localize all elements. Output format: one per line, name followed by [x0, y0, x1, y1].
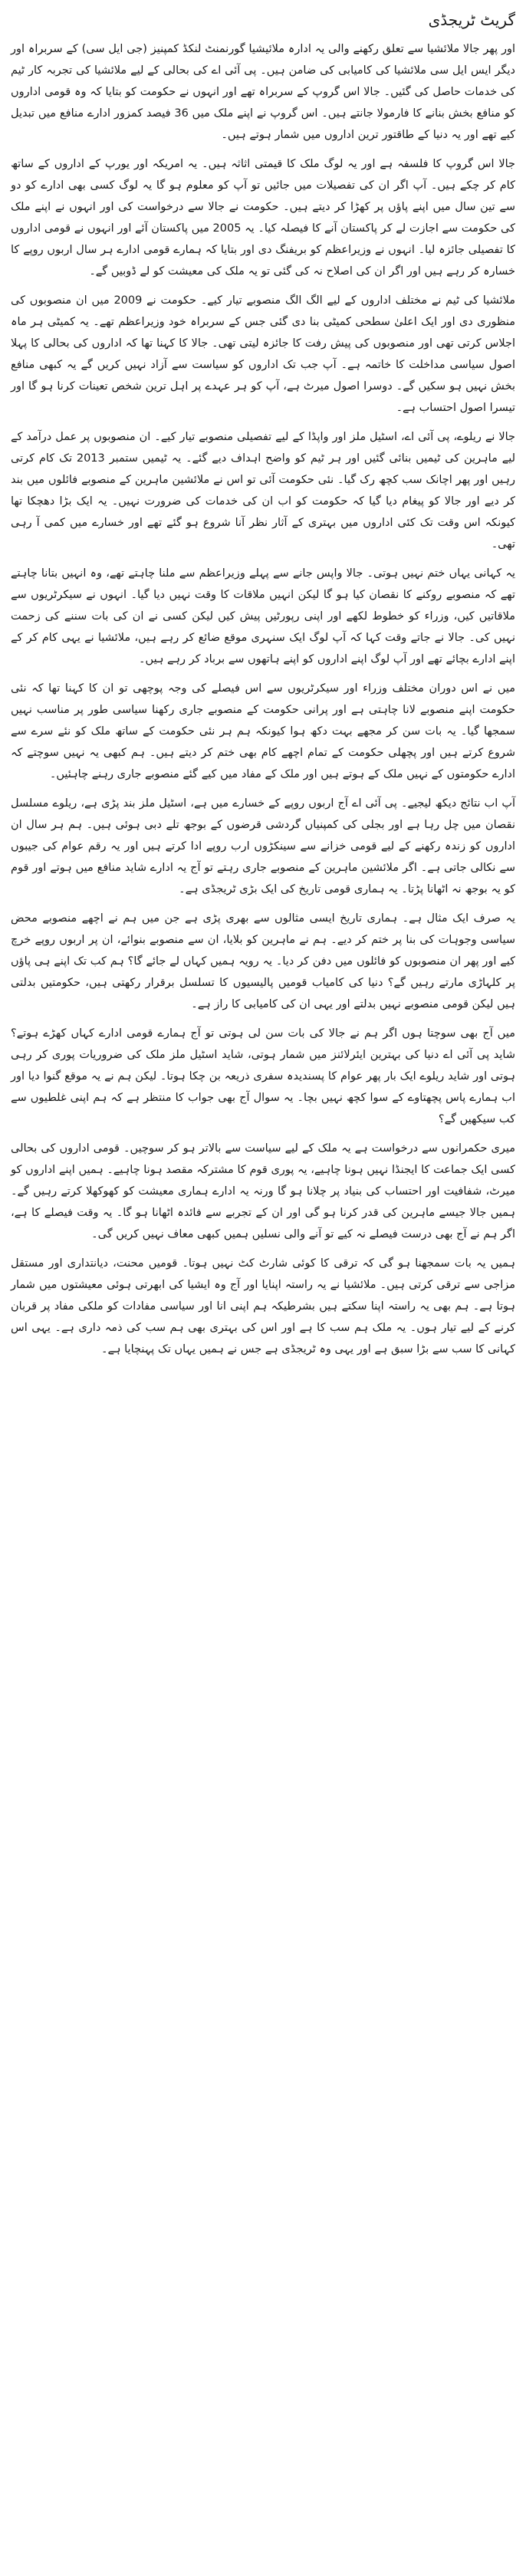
article-paragraph: جالا اس گروپ کا فلسفہ ہے اور یہ لوگ ملک کا قیمتی اثاثہ ہیں۔ یہ امریکہ اور یورپ کے اداروں کے ساتھ کام کر چکے ہیں۔ آپ اگر ان کی تفصیلات میں جائیں تو آپ کو معلوم ہو گا یہ لوگ کسی بھی ادارے کو دو سے تین سال میں اپنے پاؤں پر کھڑا کر دیتے ہیں۔ حکومت نے جالا سے درخواست کی اور انہوں نے اپنے ملک کی حکومت سے اجازت لے کر پاکستان آنے کا فیصلہ کیا۔ یہ 2005 میں پاکستان آئے اور انہوں نے قومی اداروں کا تفصیلی جائزہ لیا۔ انہوں نے وزیراعظم کو بریفنگ دی اور بتایا کہ ہمارے قومی ادارے ہر سال اربوں روپے کا خسارہ کر رہے ہیں اور اگر ان کی اصلاح نہ کی گئی تو یہ ملک کی معیشت کو لے ڈوبیں گے۔	[11, 158, 515, 278]
article-paragraph: یہ صرف ایک مثال ہے۔ ہماری تاریخ ایسی مثالوں سے بھری پڑی ہے جن میں ہم نے اچھے منصوبے محض سیاسی وجوہات کی بنا پر ختم کر دیے۔ ہم نے ماہرین کو بلایا، ان سے منصوبے بنوائے، ان پر اربوں روپے خرچ کیے اور پھر ان منصوبوں کو فائلوں میں دفن کر دیا۔ یہ رویہ ہمیں کہاں لے جائے گا؟ ہم کب تک اپنے ہی پاؤں پر کلہاڑی مارتے رہیں گے؟ دنیا کی کامیاب قومیں پالیسیوں کا تسلسل برقرار رکھتی ہیں، حکومتیں بدلتی ہیں لیکن قومی منصوبے نہیں بدلتے اور یہی ان کی کامیابی کا راز ہے۔	[11, 912, 515, 1010]
article-title: گریٹ ٹریجڈی	[428, 11, 515, 29]
article-paragraph: میں آج بھی سوچتا ہوں اگر ہم نے جالا کی بات سن لی ہوتی تو آج ہمارے قومی ادارے کہاں کھڑے ہوتے؟ شاید پی آئی اے دنیا کی بہترین ایئرلائنز میں شمار ہوتی، شاید اسٹیل ملز ملک کی ضروریات پوری کر رہی ہوتی اور شاید ریلوے ایک بار پھر عوام کا پسندیدہ سفری ذریعہ بن چکا ہوتا۔ لیکن ہم نے یہ موقع گنوا دیا اور اب ہمارے پاس پچھتاوے کے سوا کچھ نہیں بچا۔ یہ سوال آج بھی جواب کا منتظر ہے کہ ہم اپنی غلطیوں سے کب سیکھیں گے؟	[11, 1027, 515, 1125]
article-paragraph: ہمیں یہ بات سمجھنا ہو گی کہ ترقی کا کوئی شارٹ کٹ نہیں ہوتا۔ قومیں محنت، دیانتداری اور مستقل مزاجی سے ترقی کرتی ہیں۔ ملائشیا نے یہ راستہ اپنایا اور آج وہ ایشیا کی ابھرتی ہوئی معیشتوں میں شمار ہوتا ہے۔ ہم بھی یہ راستہ اپنا سکتے ہیں بشرطیکہ ہم اپنی انا اور سیاسی مفادات کو ملکی مفاد پر قربان کرنے کے لیے تیار ہوں۔ یہ ملک ہم سب کا ہے اور اس کی بہتری بھی ہم سب کی ذمہ داری ہے۔ یہی اس کہانی کا سب سے بڑا سبق ہے اور یہی وہ ٹریجڈی ہے جس نے ہمیں یہاں تک پہنچایا ہے۔	[11, 1257, 515, 1355]
article-paragraph: یہ کہانی یہاں ختم نہیں ہوتی۔ جالا واپس جانے سے پہلے وزیراعظم سے ملنا چاہتے تھے، وہ انہیں بتانا چاہتے تھے کہ منصوبے روکنے کا نقصان کیا ہو گا لیکن انہیں ملاقات کا وقت نہیں دیا گیا۔ انہوں نے سیکرٹریوں سے ملاقاتیں کیں، وزراء کو خطوط لکھے اور اپنی رپورٹیں پیش کیں لیکن کسی نے ان کی بات سننے کی زحمت نہیں کی۔ جالا نے جاتے وقت کہا کہ آپ لوگ ایک سنہری موقع ضائع کر رہے ہیں، ملائشیا نے یہی کام کر کے اپنے ادارے بچائے تھے اور آپ لوگ اپنے اداروں کو اپنے ہاتھوں سے برباد کر رہے ہیں۔	[11, 567, 515, 665]
article-paragraph: اور پھر جالا ملائشیا سے تعلق رکھنے والی یہ ادارہ ملائیشیا گورنمنٹ لنکڈ کمپنیز (جی ایل سی) کے سربراہ اور دیگر ایس ایل سی ملائشیا کی کامیابی کی ضامن ہیں۔ پی آئی اے کی بحالی کے لیے ملائشیا کی تجربہ کار ٹیم کی خدمات حاصل کی گئیں۔ جالا اس گروپ کے سربراہ تھے اور انہوں نے حکومت کو بتایا کہ وہ قومی اداروں کو منافع بخش بنانے کا فارمولا جانتے ہیں۔ اس گروپ نے اپنے ملک میں 36 فیصد کمزور ادارے منافع میں تبدیل کیے تھے اور یہ دنیا کے طاقتور ترین اداروں میں شمار ہوتے ہیں۔	[11, 43, 515, 141]
article-paragraph: میری حکمرانوں سے درخواست ہے یہ ملک کے لیے سیاست سے بالاتر ہو کر سوچیں۔ قومی اداروں کی بحالی کسی ایک جماعت کا ایجنڈا نہیں ہونا چاہیے، یہ پوری قوم کا مشترکہ مقصد ہونا چاہیے۔ ہمیں اپنے اداروں کو میرٹ، شفافیت اور احتساب کی بنیاد پر چلانا ہو گا ورنہ یہ ادارے ہماری معیشت کو کھوکھلا کرتے رہیں گے۔ ہمیں جالا جیسے ماہرین کی قدر کرنا ہو گی اور ان کے تجربے سے فائدہ اٹھانا ہو گا۔ یہ وقت فیصلے کا ہے، اگر ہم نے آج بھی درست فیصلے نہ کیے تو آنے والی نسلیں ہمیں کبھی معاف نہیں کریں گی۔	[11, 1142, 515, 1240]
article-paragraph: آپ اب نتائج دیکھ لیجیے۔ پی آئی اے آج اربوں روپے کے خسارے میں ہے، اسٹیل ملز بند پڑی ہے، ریلوے مسلسل نقصان میں چل رہا ہے اور بجلی کی کمپنیاں گردشی قرضوں کے بوجھ تلے دبی ہوئی ہیں۔ ہم ہر سال ان اداروں کو زندہ رکھنے کے لیے قومی خزانے سے سینکڑوں ارب روپے ادا کرتے ہیں اور یہ رقم عوام کی جیبوں سے نکالی جاتی ہے۔ اگر ملائشین ماہرین کے منصوبے جاری رہتے تو آج یہ ادارے شاید منافع میں ہوتے اور قوم کو یہ بوجھ نہ اٹھانا پڑتا۔ یہ ہماری قومی تاریخ کی ایک بڑی ٹریجڈی ہے۔	[11, 797, 515, 895]
article-paragraph: میں نے اس دوران مختلف وزراء اور سیکرٹریوں سے اس فیصلے کی وجہ پوچھی تو ان کا کہنا تھا کہ نئی حکومت اپنے منصوبے لانا چاہتی ہے اور پرانی حکومت کے منصوبے جاری رکھنا سیاسی طور پر مناسب نہیں سمجھا گیا۔ یہ بات سن کر مجھے بہت دکھ ہوا کیونکہ ہم ہر نئی حکومت کے ساتھ ملک کو نئے سرے سے شروع کرتے ہیں اور پچھلی حکومت کے تمام اچھے کام بھی ختم کر دیتے ہیں۔ ہم کبھی یہ نہیں سوچتے کہ ادارے حکومتوں کے نہیں ملک کے ہوتے ہیں اور ملک کے مفاد میں کیے گئے منصوبے جاری رہنے چاہئیں۔	[11, 682, 515, 780]
article-paragraph: ملائشیا کی ٹیم نے مختلف اداروں کے لیے الگ الگ منصوبے تیار کیے۔ حکومت نے 2009 میں ان منصوبوں کی منظوری دی اور ایک اعلیٰ سطحی کمیٹی بنا دی گئی جس کے سربراہ خود وزیراعظم تھے۔ یہ کمیٹی ہر ماہ اجلاس کرتی تھی اور منصوبوں کی پیش رفت کا جائزہ لیتی تھی۔ جالا کا کہنا تھا کہ اداروں کی بحالی کا پہلا اصول سیاسی مداخلت کا خاتمہ ہے۔ آپ جب تک اداروں کو سیاست سے آزاد نہیں کریں گے یہ کبھی منافع بخش نہیں ہو سکیں گے۔ دوسرا اصول میرٹ ہے، آپ کو ہر عہدے پر اہل ترین شخص تعینات کرنا ہو گا اور تیسرا اصول احتساب ہے۔	[11, 294, 515, 414]
article-paragraph: جالا نے ریلوے، پی آئی اے، اسٹیل ملز اور واپڈا کے لیے تفصیلی منصوبے تیار کیے۔ ان منصوبوں پر عمل درآمد کے لیے ماہرین کی ٹیمیں بنائی گئیں اور ہر ٹیم کو واضح اہداف دیے گئے۔ یہ ٹیمیں ستمبر 2013 تک کام کرتی رہیں اور پھر اچانک سب کچھ رک گیا۔ نئی حکومت آئی تو اس نے ملائشین ماہرین کے منصوبے فائلوں میں بند کر دیے اور جالا کو پیغام دیا گیا کہ حکومت کو اب ان کی خدمات کی ضرورت نہیں۔ یہ ایک بڑا دھچکا تھا کیونکہ اس وقت تک کئی اداروں میں بہتری کے آثار نظر آنا شروع ہو گئے تھے اور خسارے میں کمی آ رہی تھی۔	[11, 431, 515, 550]
